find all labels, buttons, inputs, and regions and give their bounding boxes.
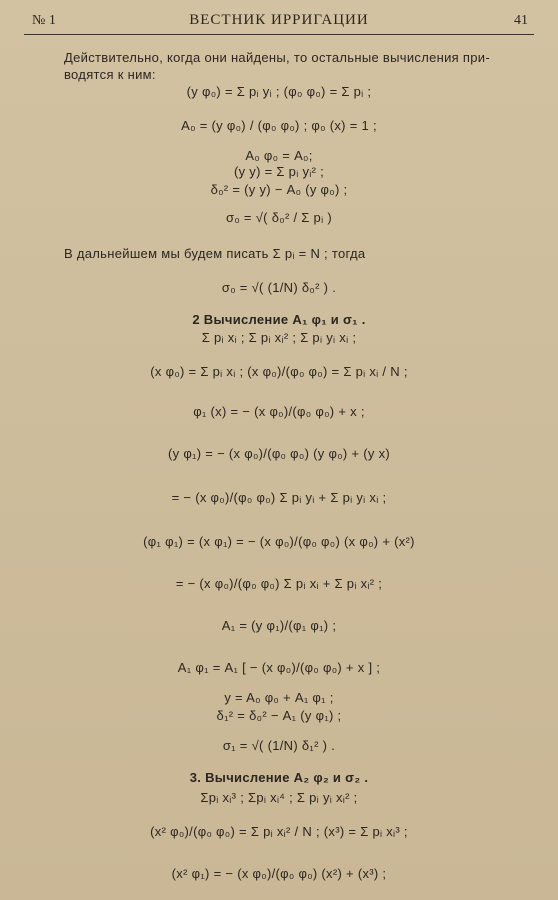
paragraph-line: водятся к ним: bbox=[64, 67, 156, 82]
formula-line: A₁ = (y φ₁)/(φ₁ φ₁) ; bbox=[221, 618, 337, 633]
page-number: 41 bbox=[514, 13, 528, 28]
formula-line: (y φ₀) = Σ pᵢ yᵢ ; (φ₀ φ₀) = Σ pᵢ ; bbox=[186, 84, 372, 99]
formula-line: (x² φ₀)/(φ₀ φ₀) = Σ pᵢ xᵢ² / N ; (x³) = Σ pᵢ xᵢ³ ; bbox=[150, 824, 408, 839]
formula-line: Σ pᵢ xᵢ ; Σ pᵢ xᵢ² ; Σ pᵢ yᵢ xᵢ ; bbox=[201, 330, 357, 345]
formula-line: y = A₀ φ₀ + A₁ φ₁ ; bbox=[224, 690, 334, 705]
formula-line: A₀ φ₀ = A₀; bbox=[245, 148, 313, 163]
formula-line: = − (x φ₀)/(φ₀ φ₀) Σ pᵢ xᵢ + Σ pᵢ xᵢ² ; bbox=[175, 576, 383, 591]
section-heading: 3. Вычисление A₂ φ₂ и σ₂ . bbox=[189, 770, 369, 785]
formula-line: δ₁² = δ₀² − A₁ (y φ₁) ; bbox=[216, 708, 342, 723]
paragraph-line: В дальнейшем мы будем писать Σ pᵢ = N ; тогда bbox=[64, 246, 366, 261]
formula-line: (x φ₀) = Σ pᵢ xᵢ ; (x φ₀)/(φ₀ φ₀) = Σ pᵢ xᵢ / N ; bbox=[150, 364, 408, 379]
formula-line: A₁ φ₁ = A₁ [ − (x φ₀)/(φ₀ φ₀) + x ] ; bbox=[177, 660, 381, 675]
journal-title: ВЕСТНИК ИРРИГАЦИИ bbox=[189, 12, 369, 28]
paragraph-line: Действительно, когда они найдены, то остальные вычисления при- bbox=[64, 50, 490, 65]
formula-line: (y y) = Σ pᵢ yᵢ² ; bbox=[233, 164, 325, 179]
formula-line: (y φ₁) = − (x φ₀)/(φ₀ φ₀) (y φ₀) + (y x) bbox=[167, 446, 391, 461]
formula-line: = − (x φ₀)/(φ₀ φ₀) Σ pᵢ yᵢ + Σ pᵢ yᵢ xᵢ ; bbox=[171, 490, 387, 505]
formula-line: σ₁ = √( (1/N) δ₁² ) . bbox=[222, 738, 336, 753]
formula-line: Σpᵢ xᵢ³ ; Σpᵢ xᵢ⁴ ; Σ pᵢ yᵢ xᵢ² ; bbox=[200, 790, 358, 805]
formula-line: (φ₁ φ₁) = (x φ₁) = − (x φ₀)/(φ₀ φ₀) (x φ₀) + (x²) bbox=[143, 534, 415, 549]
formula-line: (x² φ₁) = − (x φ₀)/(φ₀ φ₀) (x²) + (x³) ; bbox=[171, 866, 387, 881]
formula-line: δ₀² = (y y) − A₀ (y φ₀) ; bbox=[210, 182, 348, 197]
formula-line: σ₀ = √( (1/N) δ₀² ) . bbox=[221, 280, 337, 295]
formula-line: φ₁ (x) = − (x φ₀)/(φ₀ φ₀) + x ; bbox=[193, 404, 365, 419]
section-heading: 2 Вычисление A₁ φ₁ и σ₁ . bbox=[192, 312, 366, 327]
formula-line: A₀ = (y φ₀) / (φ₀ φ₀) ; φ₀ (x) = 1 ; bbox=[181, 118, 377, 133]
formula-line: σ₀ = √( δ₀² / Σ pᵢ ) bbox=[226, 210, 332, 225]
issue-number: № 1 bbox=[32, 13, 56, 28]
